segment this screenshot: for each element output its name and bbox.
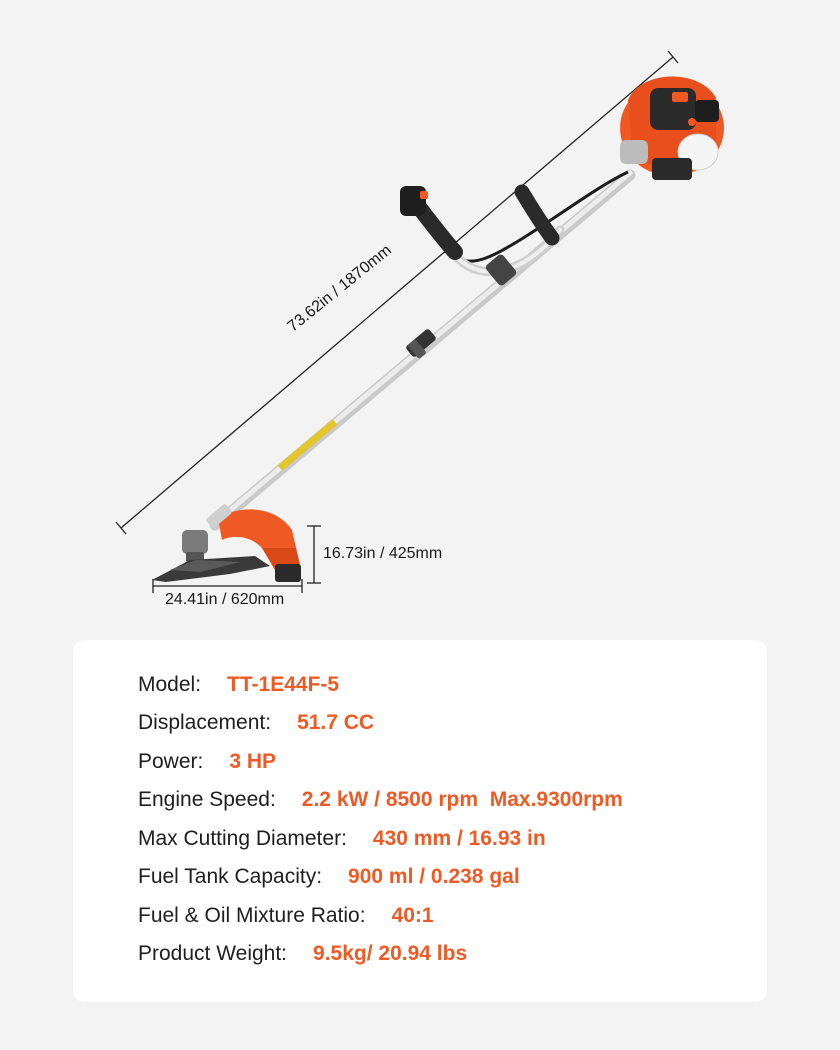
spec-row-product-weight: [138, 939, 467, 969]
height-dimension-line: [307, 526, 321, 583]
spec-label: Model:: [138, 673, 202, 696]
spec-row-max-cutting-diameter: [138, 824, 546, 854]
spec-label: Power:: [138, 750, 204, 773]
spec-row-model: [138, 670, 339, 700]
width-dimension-label: 24.41in / 620mm: [165, 591, 285, 608]
spec-row-mixture-ratio: [138, 901, 434, 931]
spec-card: [73, 640, 767, 1002]
spec-label: Fuel & Oil Mixture Ratio:: [138, 904, 366, 927]
spec-label: Displacement:: [138, 711, 272, 734]
spec-value: 430 mm / 16.93 in: [372, 827, 546, 850]
handlebar: [400, 186, 560, 287]
spec-row-fuel-tank-capacity: [138, 862, 520, 892]
spec-value: 51.7 CC: [297, 711, 375, 734]
spec-value: 2.2 kW / 8500 rpm Max.9300rpm: [301, 788, 623, 811]
cutting-head: [152, 503, 301, 582]
spec-row-engine-speed: [138, 785, 623, 815]
spec-row-power: [138, 747, 276, 777]
spec-value: TT-1E44F-5: [227, 673, 340, 696]
spec-label: Product Weight:: [138, 942, 288, 965]
length-dimension-label: 73.62in / 1870mm: [284, 241, 395, 336]
length-dimension-line: [116, 51, 678, 534]
spec-label: Engine Speed:: [138, 788, 276, 811]
engine: [620, 76, 724, 180]
spec-value: 900 ml / 0.238 gal: [348, 865, 520, 888]
spec-value: 3 HP: [229, 750, 277, 773]
spec-row-displacement: [138, 708, 374, 738]
height-dimension-label: 16.73in / 425mm: [323, 545, 443, 562]
spec-value: 9.5kg/ 20.94 lbs: [313, 942, 468, 965]
spec-value: 40:1: [391, 904, 434, 927]
spec-label: Max Cutting Diameter:: [138, 827, 347, 850]
spec-label: Fuel Tank Capacity:: [138, 865, 323, 888]
